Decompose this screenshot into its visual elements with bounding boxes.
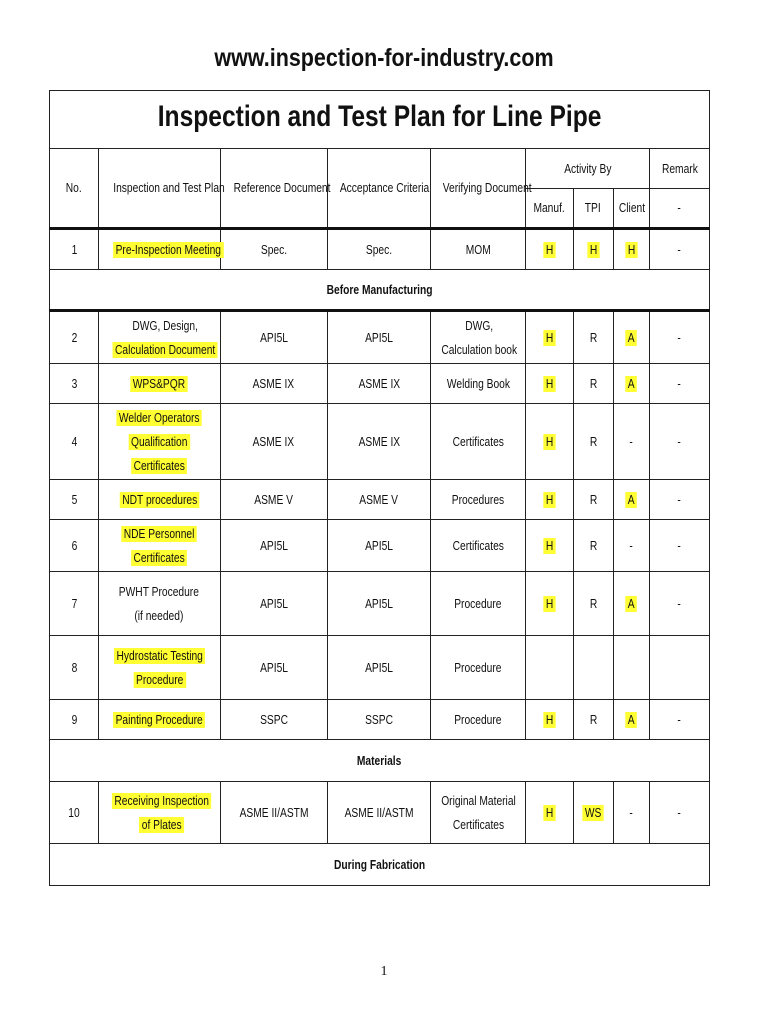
remark <box>649 404 709 480</box>
col-header-no: No. <box>50 149 99 229</box>
verifying-document-line: Procedure <box>454 660 502 675</box>
row-number <box>50 520 99 572</box>
inspection-item-text <box>117 406 203 478</box>
inspection-item-text <box>113 238 223 262</box>
manuf-activity <box>526 480 573 520</box>
client-activity-value: - <box>629 434 633 449</box>
inspection-item-line: Certificates <box>131 458 187 474</box>
col-header-plan: Inspection and Test Plan <box>99 149 220 229</box>
reference-document-value: ASME IX <box>252 376 295 391</box>
tpi-activity <box>573 229 613 270</box>
verifying-document-line: MOM <box>465 242 491 257</box>
remark <box>649 572 709 636</box>
col-header-client: Client <box>613 189 649 229</box>
tpi-activity-value: R <box>589 538 597 553</box>
section-heading-text: During Fabrication <box>333 857 426 872</box>
col-header-verifying: Verifying Document <box>431 149 526 229</box>
reference-document <box>220 364 327 404</box>
row-number-value: 4 <box>71 434 77 449</box>
inspection-item-text <box>114 644 205 692</box>
col-header-acceptance: Acceptance Criteria <box>327 149 430 229</box>
verifying-document <box>431 364 526 404</box>
table-row <box>50 782 710 844</box>
verifying-document-line: Certificates <box>452 538 504 553</box>
tpi-activity <box>573 404 613 480</box>
inspection-item-text <box>113 708 205 732</box>
inspection-item <box>99 572 220 636</box>
remark-value: - <box>677 712 682 727</box>
manuf-activity-value: H <box>543 434 555 450</box>
verifying-document-line: DWG, <box>465 318 494 333</box>
client-activity <box>613 700 649 740</box>
acceptance-criteria-value: ASME II/ASTM <box>344 805 414 820</box>
inspection-item-line: WPS&PQR <box>131 376 188 392</box>
table-title: Inspection and Test Plan for Line Pipe <box>50 91 710 149</box>
client-activity-value: - <box>629 805 633 820</box>
inspection-item-line: of Plates <box>139 817 184 833</box>
tpi-activity <box>573 311 613 364</box>
manuf-activity-value: H <box>543 242 555 258</box>
inspection-item-line: Qualification <box>129 434 190 450</box>
manuf-activity-value: H <box>543 805 555 821</box>
row-number <box>50 311 99 364</box>
inspection-item-text <box>131 372 188 396</box>
inspection-item-line: PWHT Procedure <box>119 584 200 599</box>
inspection-item-text <box>112 789 212 837</box>
tpi-activity-value: R <box>589 434 597 449</box>
manuf-activity-value: H <box>543 538 555 554</box>
acceptance-criteria-value: API5L <box>365 596 393 611</box>
inspection-item-line: Calculation Document <box>113 342 218 358</box>
verifying-document-text <box>447 372 510 396</box>
header-row-1 <box>50 149 710 189</box>
client-activity-value: A <box>625 712 637 728</box>
client-activity-value: A <box>625 330 637 346</box>
tpi-activity-value: R <box>589 712 597 727</box>
client-activity-value: H <box>625 242 637 258</box>
remark-value: - <box>677 538 682 553</box>
table-row <box>50 364 710 404</box>
manuf-activity <box>526 364 573 404</box>
acceptance-criteria <box>327 782 430 844</box>
table-row <box>50 404 710 480</box>
verifying-document <box>431 572 526 636</box>
row-number-value: 7 <box>71 596 77 611</box>
acceptance-criteria-value: Spec. <box>365 242 393 257</box>
client-activity <box>613 572 649 636</box>
inspection-item-text <box>119 488 199 512</box>
reference-document <box>220 404 327 480</box>
remark-value: - <box>677 434 682 449</box>
reference-document-value: Spec. <box>260 242 287 257</box>
remark-value: - <box>677 376 682 391</box>
remark-value: - <box>677 492 682 507</box>
inspection-item <box>99 480 220 520</box>
col-header-manuf: Manuf. <box>526 189 573 229</box>
manuf-activity <box>526 700 573 740</box>
verifying-document-text <box>453 534 504 558</box>
client-activity <box>613 364 649 404</box>
manuf-activity-value: H <box>543 330 555 346</box>
acceptance-criteria-value: ASME IX <box>358 376 400 391</box>
row-number-value: 6 <box>71 538 77 553</box>
reference-document <box>220 700 327 740</box>
tpi-activity <box>573 520 613 572</box>
manuf-activity <box>526 572 573 636</box>
inspection-item-line: Certificates <box>131 550 187 566</box>
tpi-activity <box>573 572 613 636</box>
remark <box>649 480 709 520</box>
acceptance-criteria-value: API5L <box>365 330 393 345</box>
client-activity-value: - <box>629 538 633 553</box>
verifying-document <box>431 782 526 844</box>
row-number <box>50 636 99 700</box>
row-number <box>50 364 99 404</box>
row-number <box>50 480 99 520</box>
verifying-document <box>431 636 526 700</box>
reference-document <box>220 520 327 572</box>
row-number <box>50 229 99 270</box>
manuf-activity <box>526 520 573 572</box>
verifying-document-text <box>441 789 516 837</box>
col-header-reference: Reference Document <box>220 149 327 229</box>
tpi-activity-value: R <box>589 376 597 391</box>
client-activity <box>613 520 649 572</box>
inspection-item-text <box>122 522 198 570</box>
row-number-value: 5 <box>71 492 77 507</box>
section-row <box>50 844 710 886</box>
website-header: www.inspection-for-industry.com <box>214 44 554 72</box>
verifying-document <box>431 229 526 270</box>
client-activity <box>613 311 649 364</box>
verifying-document-text <box>441 314 517 362</box>
row-number <box>50 404 99 480</box>
verifying-document-line: Calculation book <box>441 342 518 357</box>
inspection-item-text <box>113 314 218 362</box>
remark <box>649 700 709 740</box>
remark-value: - <box>677 805 682 820</box>
row-number-value: 3 <box>71 376 77 391</box>
tpi-activity-value: H <box>587 242 599 258</box>
tpi-activity-value: WS <box>582 805 603 821</box>
manuf-activity <box>526 311 573 364</box>
client-activity-value: A <box>625 596 637 612</box>
reference-document <box>220 782 327 844</box>
section-row <box>50 270 710 311</box>
acceptance-criteria-value: ASME V <box>359 492 399 507</box>
row-number-value: 9 <box>71 712 77 727</box>
inspection-item-line: NDT procedures <box>119 492 199 508</box>
section-heading-text: Before Manufacturing <box>326 282 433 297</box>
acceptance-criteria <box>327 404 430 480</box>
verifying-document-line: Procedures <box>452 492 505 507</box>
reference-document-value: SSPC <box>259 712 288 727</box>
tpi-activity-value: R <box>589 596 597 611</box>
table-row <box>50 480 710 520</box>
verifying-document <box>431 404 526 480</box>
inspection-item-line: DWG, Design, <box>132 318 199 333</box>
manuf-activity-value: H <box>543 492 555 508</box>
client-activity-value: A <box>625 492 637 508</box>
verifying-document-text <box>455 708 502 732</box>
row-number <box>50 572 99 636</box>
reference-document-value: API5L <box>259 330 288 345</box>
section-heading <box>50 270 710 311</box>
manuf-activity <box>526 782 573 844</box>
inspection-item <box>99 364 220 404</box>
remark <box>649 636 709 700</box>
remark-value: - <box>677 242 682 257</box>
inspection-item <box>99 404 220 480</box>
manuf-activity-value: H <box>543 376 555 392</box>
col-header-activity-by: Activity By <box>526 149 649 189</box>
inspection-item-line: NDE Personnel <box>122 526 198 542</box>
inspection-item-text <box>119 580 199 628</box>
table-row <box>50 700 710 740</box>
manuf-activity <box>526 229 573 270</box>
col-header-remark-dash: - <box>649 189 709 229</box>
acceptance-criteria <box>327 520 430 572</box>
verifying-document <box>431 480 526 520</box>
inspection-item-line: Pre-Inspection Meeting <box>113 242 223 258</box>
inspection-item <box>99 782 220 844</box>
inspection-item <box>99 636 220 700</box>
tpi-activity <box>573 782 613 844</box>
acceptance-criteria <box>327 311 430 364</box>
section-heading <box>50 844 710 886</box>
verifying-document-line: Welding Book <box>446 376 510 391</box>
remark <box>649 229 709 270</box>
reference-document <box>220 636 327 700</box>
table-row <box>50 520 710 572</box>
inspection-item <box>99 700 220 740</box>
client-activity-value: A <box>625 376 637 392</box>
tpi-activity <box>573 636 613 700</box>
remark-value: - <box>677 596 682 611</box>
table-row <box>50 311 710 364</box>
reference-document <box>220 572 327 636</box>
verifying-document <box>431 700 526 740</box>
verifying-document <box>431 520 526 572</box>
manuf-activity-value: H <box>543 712 555 728</box>
verifying-document-text <box>466 238 491 262</box>
acceptance-criteria-value: SSPC <box>365 712 393 727</box>
remark <box>649 311 709 364</box>
inspection-item-line: Painting Procedure <box>113 712 205 728</box>
remark <box>649 520 709 572</box>
row-number <box>50 782 99 844</box>
remark <box>649 364 709 404</box>
remark <box>649 782 709 844</box>
inspection-item <box>99 229 220 270</box>
table-row <box>50 636 710 700</box>
row-number-value: 1 <box>71 242 77 257</box>
reference-document-value: API5L <box>259 596 288 611</box>
verifying-document-text <box>455 592 502 616</box>
tpi-activity-value: R <box>589 492 597 507</box>
client-activity <box>613 782 649 844</box>
inspection-item <box>99 520 220 572</box>
acceptance-criteria <box>327 572 430 636</box>
row-number-value: 8 <box>71 660 77 675</box>
acceptance-criteria-value: API5L <box>365 660 393 675</box>
manuf-activity <box>526 404 573 480</box>
row-number <box>50 700 99 740</box>
reference-document <box>220 229 327 270</box>
client-activity <box>613 636 649 700</box>
verifying-document-line: Certificates <box>452 434 504 449</box>
inspection-item-line: Procedure <box>133 672 185 688</box>
tpi-activity-value: R <box>589 330 597 345</box>
verifying-document-line: Original Material <box>441 793 516 808</box>
section-row <box>50 740 710 782</box>
tpi-activity <box>573 480 613 520</box>
title-row <box>50 91 710 149</box>
acceptance-criteria <box>327 229 430 270</box>
client-activity <box>613 480 649 520</box>
inspection-item <box>99 311 220 364</box>
reference-document-value: ASME II/ASTM <box>239 805 309 820</box>
acceptance-criteria <box>327 700 430 740</box>
inspection-item-line: (if needed) <box>134 608 184 623</box>
itp-table <box>49 90 710 886</box>
col-header-remark: Remark <box>649 149 709 189</box>
remark-value: - <box>677 330 682 345</box>
verifying-document-text <box>452 488 504 512</box>
acceptance-criteria <box>327 480 430 520</box>
reference-document-value: ASME IX <box>252 434 295 449</box>
section-heading-text: Materials <box>357 753 402 768</box>
acceptance-criteria <box>327 364 430 404</box>
inspection-item-line: Welder Operators <box>117 410 203 426</box>
reference-document-value: ASME V <box>254 492 294 507</box>
manuf-activity <box>526 636 573 700</box>
row-number-value: 2 <box>71 330 77 345</box>
tpi-activity <box>573 364 613 404</box>
inspection-item-line: Hydrostatic Testing <box>114 648 205 664</box>
table-row <box>50 572 710 636</box>
acceptance-criteria <box>327 636 430 700</box>
verifying-document-text <box>453 430 504 454</box>
verifying-document-line: Procedure <box>454 712 502 727</box>
reference-document <box>220 480 327 520</box>
section-heading <box>50 740 710 782</box>
client-activity <box>613 229 649 270</box>
row-number-value: 10 <box>68 805 80 820</box>
manuf-activity-value: H <box>543 596 555 612</box>
tpi-activity <box>573 700 613 740</box>
verifying-document-line: Procedure <box>454 596 502 611</box>
acceptance-criteria-value: API5L <box>365 538 393 553</box>
reference-document <box>220 311 327 364</box>
col-header-tpi: TPI <box>573 189 613 229</box>
table-row <box>50 229 710 270</box>
verifying-document-text <box>455 656 502 680</box>
verifying-document <box>431 311 526 364</box>
verifying-document-line: Certificates <box>452 817 505 832</box>
acceptance-criteria-value: ASME IX <box>358 434 400 449</box>
client-activity <box>613 404 649 480</box>
reference-document-value: API5L <box>259 660 288 675</box>
inspection-item-line: Receiving Inspection <box>112 793 212 809</box>
reference-document-value: API5L <box>259 538 288 553</box>
page-number: 1 <box>380 964 388 979</box>
